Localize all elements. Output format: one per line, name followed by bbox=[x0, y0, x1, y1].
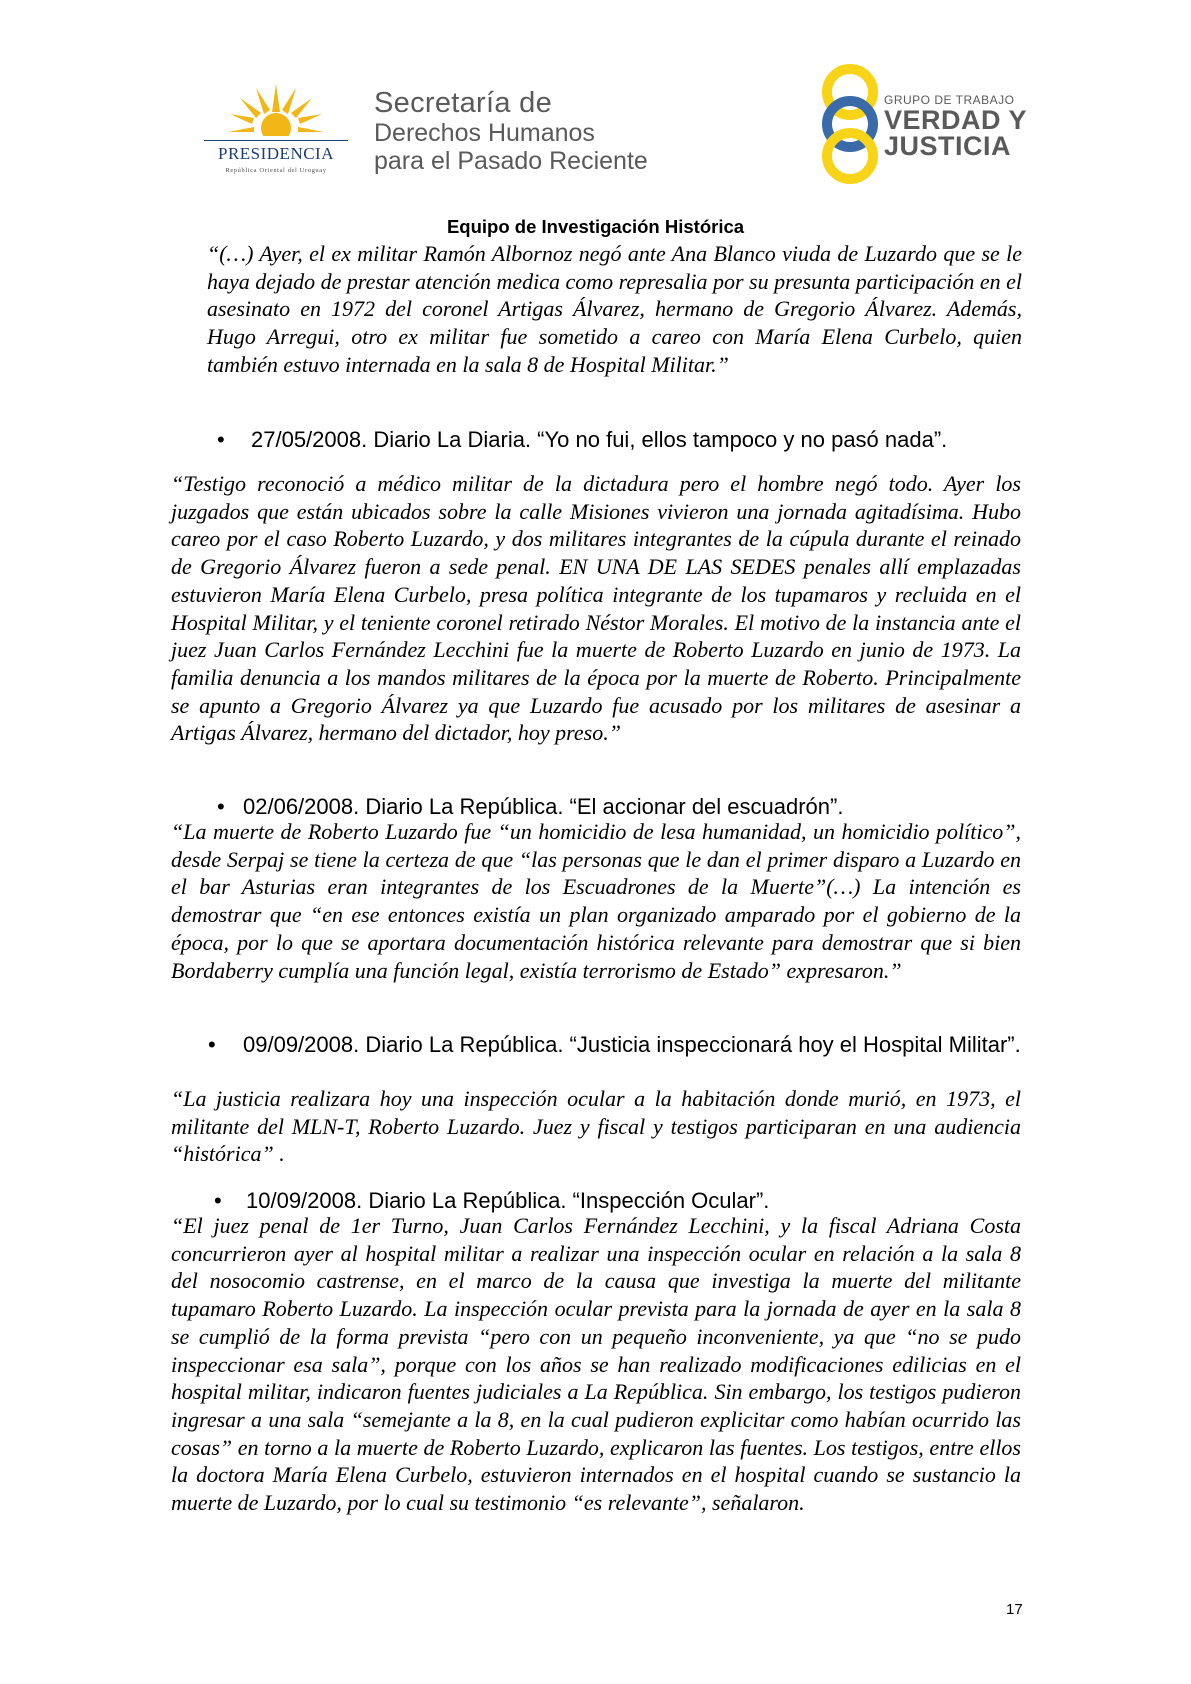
team-title: Equipo de Investigación Histórica bbox=[446, 216, 745, 237]
grupo-trabajo-label: GRUPO DE TRABAJO bbox=[884, 93, 1015, 107]
quote-inspeccion-hoy: “La justicia realizara hoy una inspección ocular a la habitación donde murió, en 1973, el militante del MLN-T, Roberto Luzardo. Juez y fiscal y testigos participaran en una audiencia “histórica” . bbox=[171, 1086, 1021, 1167]
quote-inspeccion-ocular: “El juez penal de 1er Turno, Juan Carlos Fernández Lecchini, y la fiscal Adriana Costa concurrieron ayer al hospital militar a realizar una inspección ocular en relación a la sala 8 del nosocomio castrense, en el marco de la causa que investiga la muerte del militante tupamaro Roberto Luzardo. La inspección ocular prevista para la jornada de ayer en la sala 8 se cumplió de la forma prevista “pero con un pequeño inconveniente, ya que “no se pudo inspeccionar esa sala”, porque con los años se han realizado modificaciones edilicias en el hospital militar, indicaron fuentes judiciales a La República. Sin embargo, los testigos pudieron ingresar a una sala “semejante a la 8, en la cual pudieron explicitar como habían ocurrido las cosas” en torno a la muerte de Roberto Luzardo, explicaron las fuentes. Los testigos, entre ellos la doctora María Elena Curbelo, estuvieron internados en el hospital cuando se sustancio la muerte de Luzardo, por lo cual su testimonio “es relevante”, señalaron. bbox=[171, 1213, 1021, 1516]
secretaria-title bbox=[374, 88, 648, 175]
bullet-text-4: 10/09/2008. Diario La República. “Inspección Ocular”. bbox=[246, 1188, 770, 1213]
page-number: 17 bbox=[1006, 1601, 1023, 1618]
bullet-text-3: 09/09/2008. Diario La República. “Justicia inspeccionará hoy el Hospital Militar”. bbox=[243, 1032, 1021, 1057]
presidencia-rule bbox=[204, 140, 348, 141]
bullet-dot: • bbox=[217, 794, 225, 819]
bullet-dot: • bbox=[217, 427, 225, 452]
secretaria-line1: Secretaría de bbox=[374, 87, 552, 119]
secretaria-line3: para el Pasado Reciente bbox=[374, 147, 648, 175]
quote-la-diaria: “Testigo reconoció a médico militar de la dictadura pero el hombre negó todo. Ayer los juzgados que están ubicados sobre la calle Misiones vivieron una jornada agitadísima. Hubo careo por el caso Roberto Luzardo, y dos militares integrantes de la cúpula durante el reinado de Gregorio Álvarez fueron a sede penal. EN UNA DE LAS SEDES penales allí emplazadas estuvieron María Elena Curbelo, presa política integrante de los tupamaros y recluida en el Hospital Militar, y el teniente coronel retirado Néstor Morales. El motivo de la instancia ante el juez Juan Carlos Fernández Lecchini fue la muerte de Roberto Luzardo en junio de 1973. La familia denuncia a los mandos militares de la época por la muerte de Roberto. Principalmente se apunto a Gregorio Álvarez ya que Luzardo fue acusado por los militares de asesinar a Artigas Álvarez, hermano del dictador, hoy preso.” bbox=[171, 471, 1021, 746]
bullet-text-2: 02/06/2008. Diario La República. “El accionar del escuadrón”. bbox=[243, 794, 844, 819]
presidencia-name: PRESIDENCIA bbox=[217, 144, 334, 163]
justicia-label: JUSTICIA bbox=[884, 131, 1012, 161]
quote-escuadron: “La muerte de Roberto Luzardo fue “un homicidio de lesa humanidad, un homicidio político”, desde Serpaj se tiene la certeza de que “las personas que le dan el primer disparo a Luzardo en el bar Asturias eran integrantes de los Escuadrones de la Muerte”(…) La intención es demostrar que “en ese entonces existía un plan organizado amparado por el gobierno de la época, por lo que se aportara documentación histórica relevante para demostrar que si bien Bordaberry cumplía una función legal, existía terrorismo de Estado” expresaron.” bbox=[171, 819, 1021, 983]
presidencia-logo bbox=[196, 82, 356, 182]
bullet-dot: • bbox=[214, 1188, 222, 1213]
sun-emblem-icon bbox=[226, 82, 326, 144]
quote-albornoz: “(…) Ayer, el ex militar Ramón Albornoz negó ante Ana Blanco viuda de Luzardo que se le haya dejado de prestar atención medica como represalia por su presunta participación en el asesinato en 1972 del coronel Artigas Álvarez, hermano de Gregorio Álvarez. Además, Hugo Arregui, otro ex militar fue sometido a careo con María Elena Curbelo, quien también estuvo internada en la sala 8 de Hospital Militar.” bbox=[207, 241, 1022, 377]
bullet-text-1: 27/05/2008. Diario La Diaria. “Yo no fui, ellos tampoco y no pasó nada”. bbox=[251, 427, 948, 452]
presidencia-subtitle: República Oriental del Uruguay bbox=[225, 167, 327, 174]
verdad-label: VERDAD Y bbox=[884, 105, 1028, 135]
grupo-trabajo-text bbox=[884, 93, 1027, 159]
verdad-justicia-logo-icon bbox=[810, 62, 890, 187]
secretaria-line2: Derechos Humanos bbox=[374, 119, 595, 147]
bullet-dot: • bbox=[208, 1032, 216, 1057]
